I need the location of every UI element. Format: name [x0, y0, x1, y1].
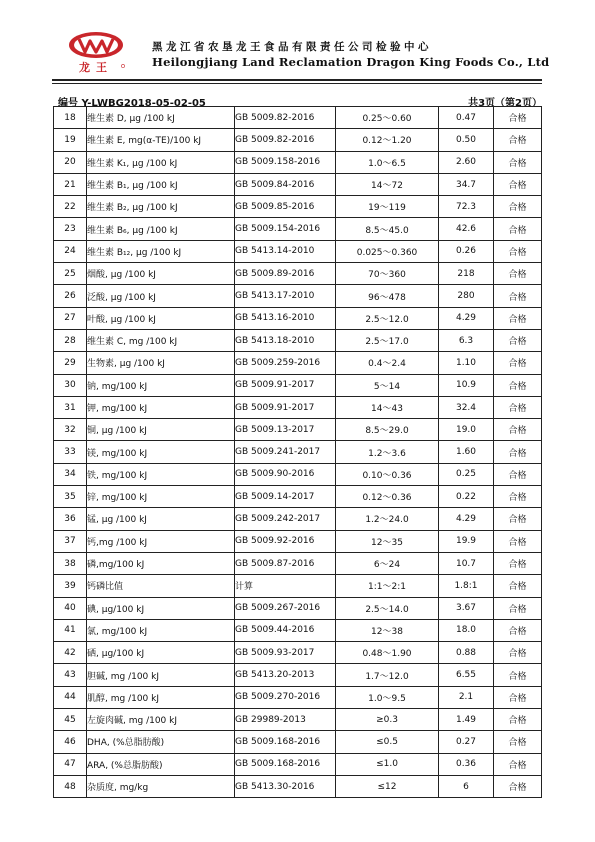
- standard-range: 14～72: [336, 173, 439, 195]
- table-row: [54, 664, 542, 686]
- test-result: 合格: [494, 329, 542, 351]
- standard-range: 0.025～0.360: [336, 240, 439, 262]
- test-method: GB 5009.91-2017: [235, 374, 336, 396]
- row-number: 40: [54, 597, 87, 619]
- test-item: 维生素 E, mg(α-TE)/100 kJ: [87, 129, 235, 151]
- test-method: GB 5009.90-2016: [235, 463, 336, 485]
- test-item: 镁, mg/100 kJ: [87, 441, 235, 463]
- test-result: 合格: [494, 731, 542, 753]
- test-method: GB 5009.14-2017: [235, 486, 336, 508]
- test-value: 0.27: [439, 731, 494, 753]
- row-number: 26: [54, 285, 87, 307]
- row-number: 18: [54, 107, 87, 129]
- table-row: [54, 329, 542, 351]
- test-result: 合格: [494, 486, 542, 508]
- test-method: GB 5009.154-2016: [235, 218, 336, 240]
- row-number: 47: [54, 753, 87, 775]
- standard-range: 12～35: [336, 530, 439, 552]
- test-value: 0.88: [439, 642, 494, 664]
- row-number: 30: [54, 374, 87, 396]
- test-method: GB 29989-2013: [235, 709, 336, 731]
- page-info: 共3页（第2页）: [468, 98, 542, 109]
- test-item: 叶酸, μg /100 kJ: [87, 307, 235, 329]
- test-result: 合格: [494, 686, 542, 708]
- row-number: 36: [54, 508, 87, 530]
- test-item: 烟酸, μg /100 kJ: [87, 263, 235, 285]
- test-result: 合格: [494, 575, 542, 597]
- test-value: 0.25: [439, 463, 494, 485]
- test-result: 合格: [494, 307, 542, 329]
- test-value: 1.10: [439, 352, 494, 374]
- test-method: GB 5009.168-2016: [235, 731, 336, 753]
- test-method: GB 5009.168-2016: [235, 753, 336, 775]
- row-number: 29: [54, 352, 87, 374]
- test-value: 42.6: [439, 218, 494, 240]
- row-number: 43: [54, 664, 87, 686]
- test-result: 合格: [494, 753, 542, 775]
- standard-range: 2.5～12.0: [336, 307, 439, 329]
- row-number: 39: [54, 575, 87, 597]
- test-item: 碘, μg/100 kJ: [87, 597, 235, 619]
- test-value: 6.3: [439, 329, 494, 351]
- test-item: 生物素, μg /100 kJ: [87, 352, 235, 374]
- test-item: 维生素 B₁, μg /100 kJ: [87, 173, 235, 195]
- test-method: GB 5413.30-2016: [235, 775, 336, 797]
- test-value: 72.3: [439, 196, 494, 218]
- standard-range: 1.2～24.0: [336, 508, 439, 530]
- row-number: 38: [54, 552, 87, 574]
- test-result: 合格: [494, 129, 542, 151]
- test-value: 3.67: [439, 597, 494, 619]
- test-method: GB 5009.92-2016: [235, 530, 336, 552]
- table-row: [54, 107, 542, 129]
- table-row: [54, 530, 542, 552]
- test-result: 合格: [494, 374, 542, 396]
- test-method: GB 5009.259-2016: [235, 352, 336, 374]
- test-item: 钾, mg/100 kJ: [87, 396, 235, 418]
- test-value: 0.26: [439, 240, 494, 262]
- test-value: 280: [439, 285, 494, 307]
- test-method: GB 5009.241-2017: [235, 441, 336, 463]
- test-method: GB 5009.85-2016: [235, 196, 336, 218]
- test-result: 合格: [494, 463, 542, 485]
- test-method: GB 5413.20-2013: [235, 664, 336, 686]
- test-result: 合格: [494, 285, 542, 307]
- test-item: DHA, (%总脂肪酸): [87, 731, 235, 753]
- test-value: 0.22: [439, 486, 494, 508]
- test-value: 19.9: [439, 530, 494, 552]
- test-result: 合格: [494, 396, 542, 418]
- standard-range: 5～14: [336, 374, 439, 396]
- table-row: [54, 218, 542, 240]
- row-number: 34: [54, 463, 87, 485]
- table-row: [54, 441, 542, 463]
- test-value: 2.1: [439, 686, 494, 708]
- test-value: 1.8:1: [439, 575, 494, 597]
- test-item: 锰, μg /100 kJ: [87, 508, 235, 530]
- test-method: GB 5009.270-2016: [235, 686, 336, 708]
- test-value: 0.36: [439, 753, 494, 775]
- table-row: [54, 575, 542, 597]
- row-number: 32: [54, 419, 87, 441]
- test-method: GB 5009.267-2016: [235, 597, 336, 619]
- test-value: 34.7: [439, 173, 494, 195]
- row-number: 35: [54, 486, 87, 508]
- row-number: 24: [54, 240, 87, 262]
- row-number: 31: [54, 396, 87, 418]
- standard-range: 70～360: [336, 263, 439, 285]
- table-row: [54, 129, 542, 151]
- row-number: 46: [54, 731, 87, 753]
- test-value: 4.29: [439, 508, 494, 530]
- test-item: 维生素 B₆, μg /100 kJ: [87, 218, 235, 240]
- test-result: 合格: [494, 240, 542, 262]
- standard-range: 6～24: [336, 552, 439, 574]
- test-item: 氯, mg/100 kJ: [87, 619, 235, 641]
- test-method: GB 5009.82-2016: [235, 107, 336, 129]
- table-row: [54, 552, 542, 574]
- standard-range: 12～38: [336, 619, 439, 641]
- row-number: 19: [54, 129, 87, 151]
- test-method: GB 5009.44-2016: [235, 619, 336, 641]
- table-row: [54, 196, 542, 218]
- test-result: 合格: [494, 107, 542, 129]
- standard-range: 1.0～6.5: [336, 151, 439, 173]
- table-row: [54, 352, 542, 374]
- standard-range: 1.7～12.0: [336, 664, 439, 686]
- standard-range: 0.10～0.36: [336, 463, 439, 485]
- table-row: [54, 240, 542, 262]
- standard-range: 0.48～1.90: [336, 642, 439, 664]
- row-number: 37: [54, 530, 87, 552]
- row-number: 22: [54, 196, 87, 218]
- standard-range: 96～478: [336, 285, 439, 307]
- table-row: [54, 151, 542, 173]
- test-method: GB 5009.91-2017: [235, 396, 336, 418]
- standard-range: 1:1～2:1: [336, 575, 439, 597]
- test-method: GB 5009.82-2016: [235, 129, 336, 151]
- test-item: 硒, μg/100 kJ: [87, 642, 235, 664]
- test-item: 泛酸, μg /100 kJ: [87, 285, 235, 307]
- test-result: 合格: [494, 709, 542, 731]
- test-item: 钙,mg /100 kJ: [87, 530, 235, 552]
- row-number: 48: [54, 775, 87, 797]
- test-value: 6.55: [439, 664, 494, 686]
- standard-range: 1.0～9.5: [336, 686, 439, 708]
- standard-range: 8.5～45.0: [336, 218, 439, 240]
- table-row: [54, 173, 542, 195]
- row-number: 21: [54, 173, 87, 195]
- table-row: [54, 731, 542, 753]
- test-item: 锌, mg/100 kJ: [87, 486, 235, 508]
- test-result: 合格: [494, 530, 542, 552]
- table-row: [54, 775, 542, 797]
- test-item: 磷,mg/100 kJ: [87, 552, 235, 574]
- test-method: GB 5413.18-2010: [235, 329, 336, 351]
- test-method: GB 5009.242-2017: [235, 508, 336, 530]
- test-result: 合格: [494, 419, 542, 441]
- test-value: 6: [439, 775, 494, 797]
- row-number: 33: [54, 441, 87, 463]
- test-item: ARA, (%总脂肪酸): [87, 753, 235, 775]
- test-value: 19.0: [439, 419, 494, 441]
- test-value: 0.47: [439, 107, 494, 129]
- svg-text:龙王: 龙王: [79, 61, 113, 74]
- test-item: 铁, mg/100 kJ: [87, 463, 235, 485]
- test-value: 4.29: [439, 307, 494, 329]
- test-method: 计算: [235, 575, 336, 597]
- table-row: [54, 419, 542, 441]
- standard-range: 0.12～1.20: [336, 129, 439, 151]
- test-value: 10.9: [439, 374, 494, 396]
- table-row: [54, 709, 542, 731]
- standard-range: ≤12: [336, 775, 439, 797]
- row-number: 44: [54, 686, 87, 708]
- row-number: 23: [54, 218, 87, 240]
- header-rule: [52, 79, 542, 81]
- test-item: 肌醇, mg /100 kJ: [87, 686, 235, 708]
- results-table: [53, 106, 542, 798]
- test-method: GB 5009.13-2017: [235, 419, 336, 441]
- test-item: 胆碱, mg /100 kJ: [87, 664, 235, 686]
- test-result: 合格: [494, 441, 542, 463]
- test-item: 维生素 D, μg /100 kJ: [87, 107, 235, 129]
- test-result: 合格: [494, 352, 542, 374]
- row-number: 45: [54, 709, 87, 731]
- test-value: 32.4: [439, 396, 494, 418]
- results-table-body: [54, 107, 542, 798]
- table-row: [54, 642, 542, 664]
- test-method: GB 5413.16-2010: [235, 307, 336, 329]
- table-row: [54, 374, 542, 396]
- test-result: 合格: [494, 151, 542, 173]
- test-result: 合格: [494, 173, 542, 195]
- test-result: 合格: [494, 642, 542, 664]
- standard-range: 0.4～2.4: [336, 352, 439, 374]
- standard-range: ≤0.5: [336, 731, 439, 753]
- test-item: 维生素 B₁₂, μg /100 kJ: [87, 240, 235, 262]
- test-value: 218: [439, 263, 494, 285]
- table-row: [54, 508, 542, 530]
- header-rule-thin: [52, 83, 542, 84]
- standard-range: 14～43: [336, 396, 439, 418]
- test-value: 1.49: [439, 709, 494, 731]
- standard-range: ≤1.0: [336, 753, 439, 775]
- company-logo: [66, 30, 126, 74]
- test-method: GB 5009.93-2017: [235, 642, 336, 664]
- row-number: 41: [54, 619, 87, 641]
- row-number: 42: [54, 642, 87, 664]
- table-row: [54, 463, 542, 485]
- test-result: 合格: [494, 619, 542, 641]
- test-result: 合格: [494, 775, 542, 797]
- test-item: 维生素 C, mg /100 kJ: [87, 329, 235, 351]
- standard-range: ≥0.3: [336, 709, 439, 731]
- company-name-cn: 黑龙江省农垦龙王食品有限责任公司检验中心: [152, 41, 432, 53]
- row-number: 27: [54, 307, 87, 329]
- test-result: 合格: [494, 552, 542, 574]
- table-row: [54, 686, 542, 708]
- standard-range: 1.2～3.6: [336, 441, 439, 463]
- test-method: GB 5009.89-2016: [235, 263, 336, 285]
- test-item: 钙磷比值: [87, 575, 235, 597]
- standard-range: 2.5～17.0: [336, 329, 439, 351]
- table-row: [54, 619, 542, 641]
- test-item: 维生素 K₁, μg /100 kJ: [87, 151, 235, 173]
- table-row: [54, 753, 542, 775]
- test-value: 2.60: [439, 151, 494, 173]
- standard-range: 2.5～14.0: [336, 597, 439, 619]
- test-item: 钠, mg/100 kJ: [87, 374, 235, 396]
- standard-range: 19～119: [336, 196, 439, 218]
- row-number: 25: [54, 263, 87, 285]
- test-item: 维生素 B₂, μg /100 kJ: [87, 196, 235, 218]
- test-method: GB 5009.84-2016: [235, 173, 336, 195]
- standard-range: 0.25～0.60: [336, 107, 439, 129]
- test-value: 18.0: [439, 619, 494, 641]
- table-row: [54, 263, 542, 285]
- row-number: 28: [54, 329, 87, 351]
- test-value: 10.7: [439, 552, 494, 574]
- table-row: [54, 396, 542, 418]
- table-row: [54, 285, 542, 307]
- test-item: 左旋肉碱, mg /100 kJ: [87, 709, 235, 731]
- table-row: [54, 307, 542, 329]
- test-value: 1.60: [439, 441, 494, 463]
- test-result: 合格: [494, 218, 542, 240]
- test-result: 合格: [494, 508, 542, 530]
- test-result: 合格: [494, 196, 542, 218]
- test-result: 合格: [494, 263, 542, 285]
- test-method: GB 5413.14-2010: [235, 240, 336, 262]
- test-method: GB 5413.17-2010: [235, 285, 336, 307]
- company-name-en: Heilongjiang Land Reclamation Dragon King Foods Co., Ltd: [152, 55, 550, 69]
- row-number: 20: [54, 151, 87, 173]
- document-number: 编号 Y-LWBG2018-05-02-05: [58, 98, 206, 109]
- standard-range: 0.12～0.36: [336, 486, 439, 508]
- test-result: 合格: [494, 597, 542, 619]
- table-row: [54, 597, 542, 619]
- test-item: 杂质度, mg/kg: [87, 775, 235, 797]
- table-row: [54, 486, 542, 508]
- test-method: GB 5009.87-2016: [235, 552, 336, 574]
- test-method: GB 5009.158-2016: [235, 151, 336, 173]
- standard-range: 8.5～29.0: [336, 419, 439, 441]
- test-item: 铜, μg /100 kJ: [87, 419, 235, 441]
- test-result: 合格: [494, 664, 542, 686]
- test-value: 0.50: [439, 129, 494, 151]
